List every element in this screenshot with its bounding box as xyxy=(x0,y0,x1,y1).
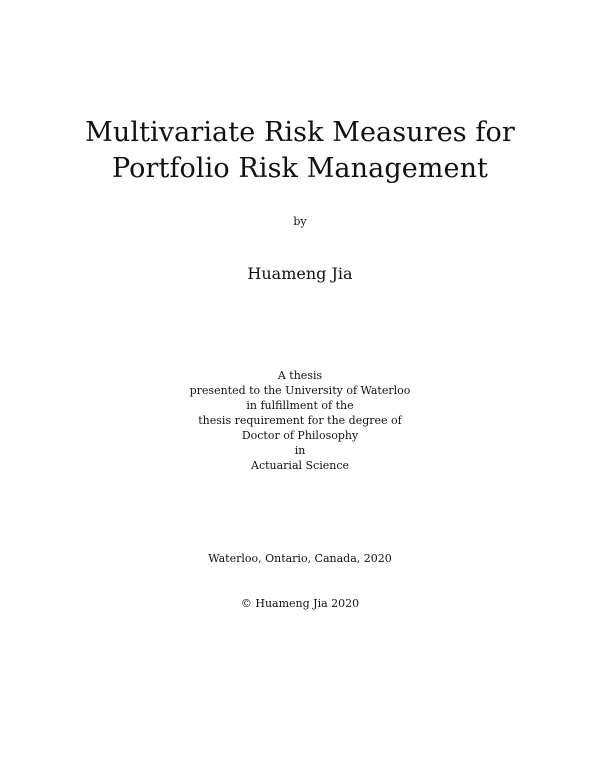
copyright-notice: © Huameng Jia 2020 xyxy=(240,597,360,610)
thesis-statement-line: in xyxy=(294,444,306,457)
thesis-statement-line: presented to the University of Waterloo xyxy=(189,384,411,397)
thesis-statement-line: in fulfillment of the xyxy=(246,399,354,412)
thesis-title-line-2: Portfolio Risk Management xyxy=(111,153,489,184)
thesis-statement-line: thesis requirement for the degree of xyxy=(198,414,402,427)
thesis-statement xyxy=(0,368,600,473)
thesis-statement-line: Doctor of Philosophy xyxy=(241,429,359,442)
thesis-statement-line: Actuarial Science xyxy=(251,459,349,472)
place-and-date: Waterloo, Ontario, Canada, 2020 xyxy=(208,552,392,565)
author-name: Huameng Jia xyxy=(247,264,353,283)
by-label: by xyxy=(293,215,307,228)
thesis-title-line-1: Multivariate Risk Measures for xyxy=(85,117,515,148)
thesis-statement-line: A thesis xyxy=(277,369,323,382)
